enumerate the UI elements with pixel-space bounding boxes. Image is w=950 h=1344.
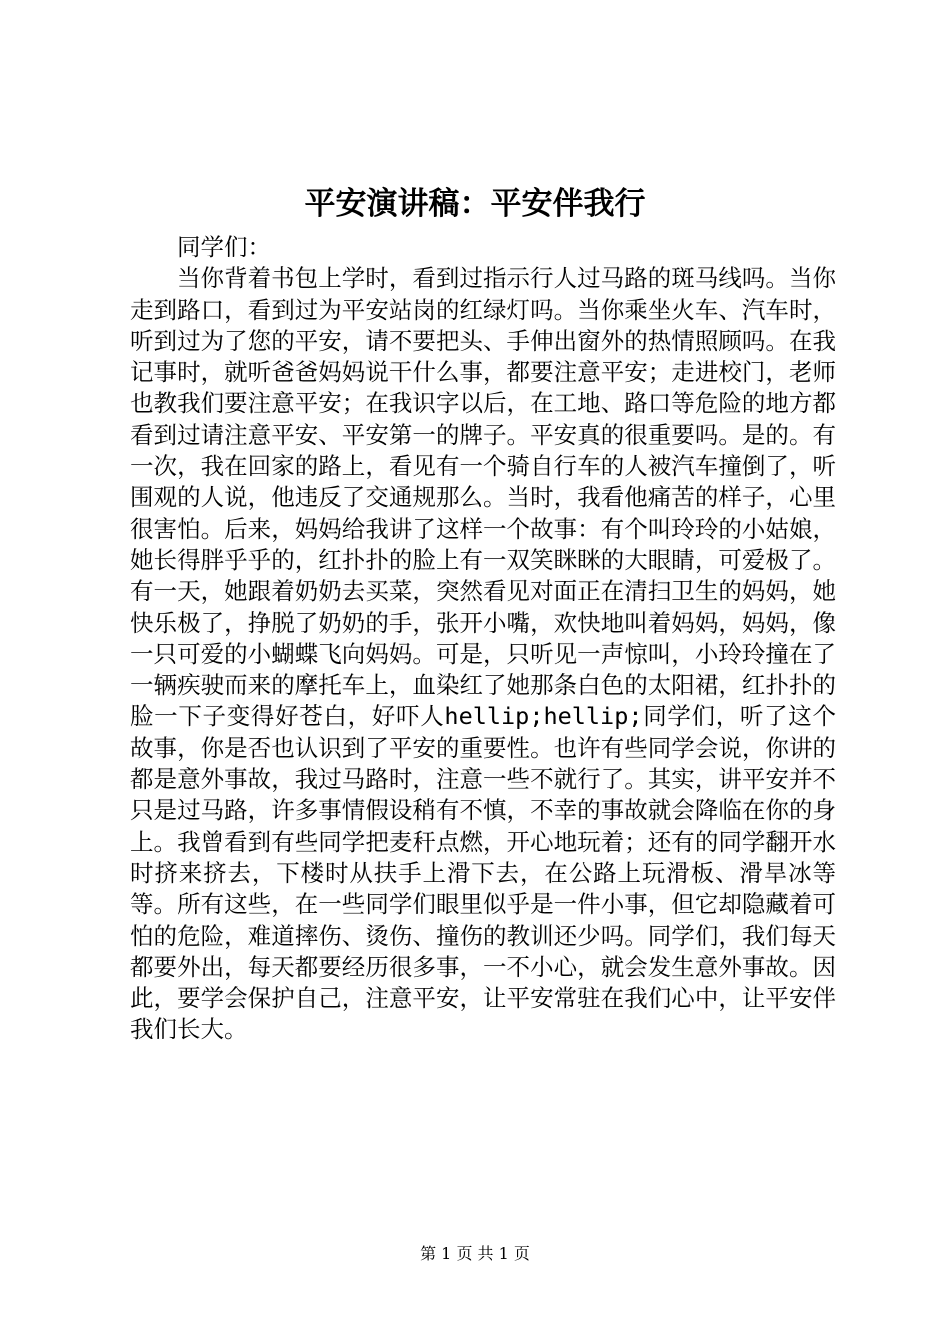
document-body <box>130 232 836 1046</box>
document-title: 平安演讲稿：平安伴我行 <box>304 186 646 222</box>
page-footer: 第 1 页 共 1 页 <box>420 1244 530 1263</box>
greeting: 同学们： <box>177 233 271 261</box>
body-paragraph: 当你背着书包上学时，看到过指示行人过马路的斑马线吗。当你走到路口，看到过为平安站岗的红绿灯吗。当你乘坐火车、汽车时，听到过为了您的平安，请不要把头、手伸出窗外的热情照顾吗。在我记事时，就听爸爸妈妈说干什么事，都要注意平安；走进校门，老师也教我们要注意平安；在我识字以后，在工地、路口等危险的地方都看到过请注意平安、平安第一的牌子。平安真的很重要吗。是的。有一次，我在回家的路上，看见有一个骑自行车的人被汽车撞倒了，听围观的人说，他违反了交通规那么。当时，我看他痛苦的样子，心里很害怕。后来，妈妈给我讲了这样一个故事：有个叫玲玲的小姑娘，她长得胖乎乎的，红扑扑的脸上有一双笑眯眯的大眼睛，可爱极了。有一天，她跟着奶奶去买菜，突然看见对面正在清扫卫生的妈妈，她快乐极了，挣脱了奶奶的手，张开小嘴，欢快地叫着妈妈，妈妈，像一只可爱的小蝴蝶飞向妈妈。可是，只听见一声惊叫，小玲玲撞在了一辆疾驶而来的摩托车上，血染红了她那条白色的太阳裙，红扑扑的脸一下子变得好苍白，好吓人hellip;hellip;同学们，听了这个故事，你是否也认识到了平安的重要性。也许有些同学会说，你讲的都是意外事故，我过马路时，注意一些不就行了。其实，讲平安并不只是过马路，许多事情假设稍有不慎，不幸的事故就会降临在你的身上。我曾看到有些同学把麦秆点燃，开心地玩着；还有的同学翻开水时挤来挤去，下楼时从扶手上滑下去，在公路上玩滑板、滑旱冰等等。所有这些，在一些同学们眼里似乎是一件小事，但它却隐藏着可怕的危险，难道摔伤、烫伤、撞伤的教训还少吗。同学们，我们每天都要外出，每天都要经历很多事，一不小心，就会发生意外事故。因此，要学会保护自己，注意平安，让平安常驻在我们心中，让平安伴我们长大。 <box>130 264 836 1044</box>
